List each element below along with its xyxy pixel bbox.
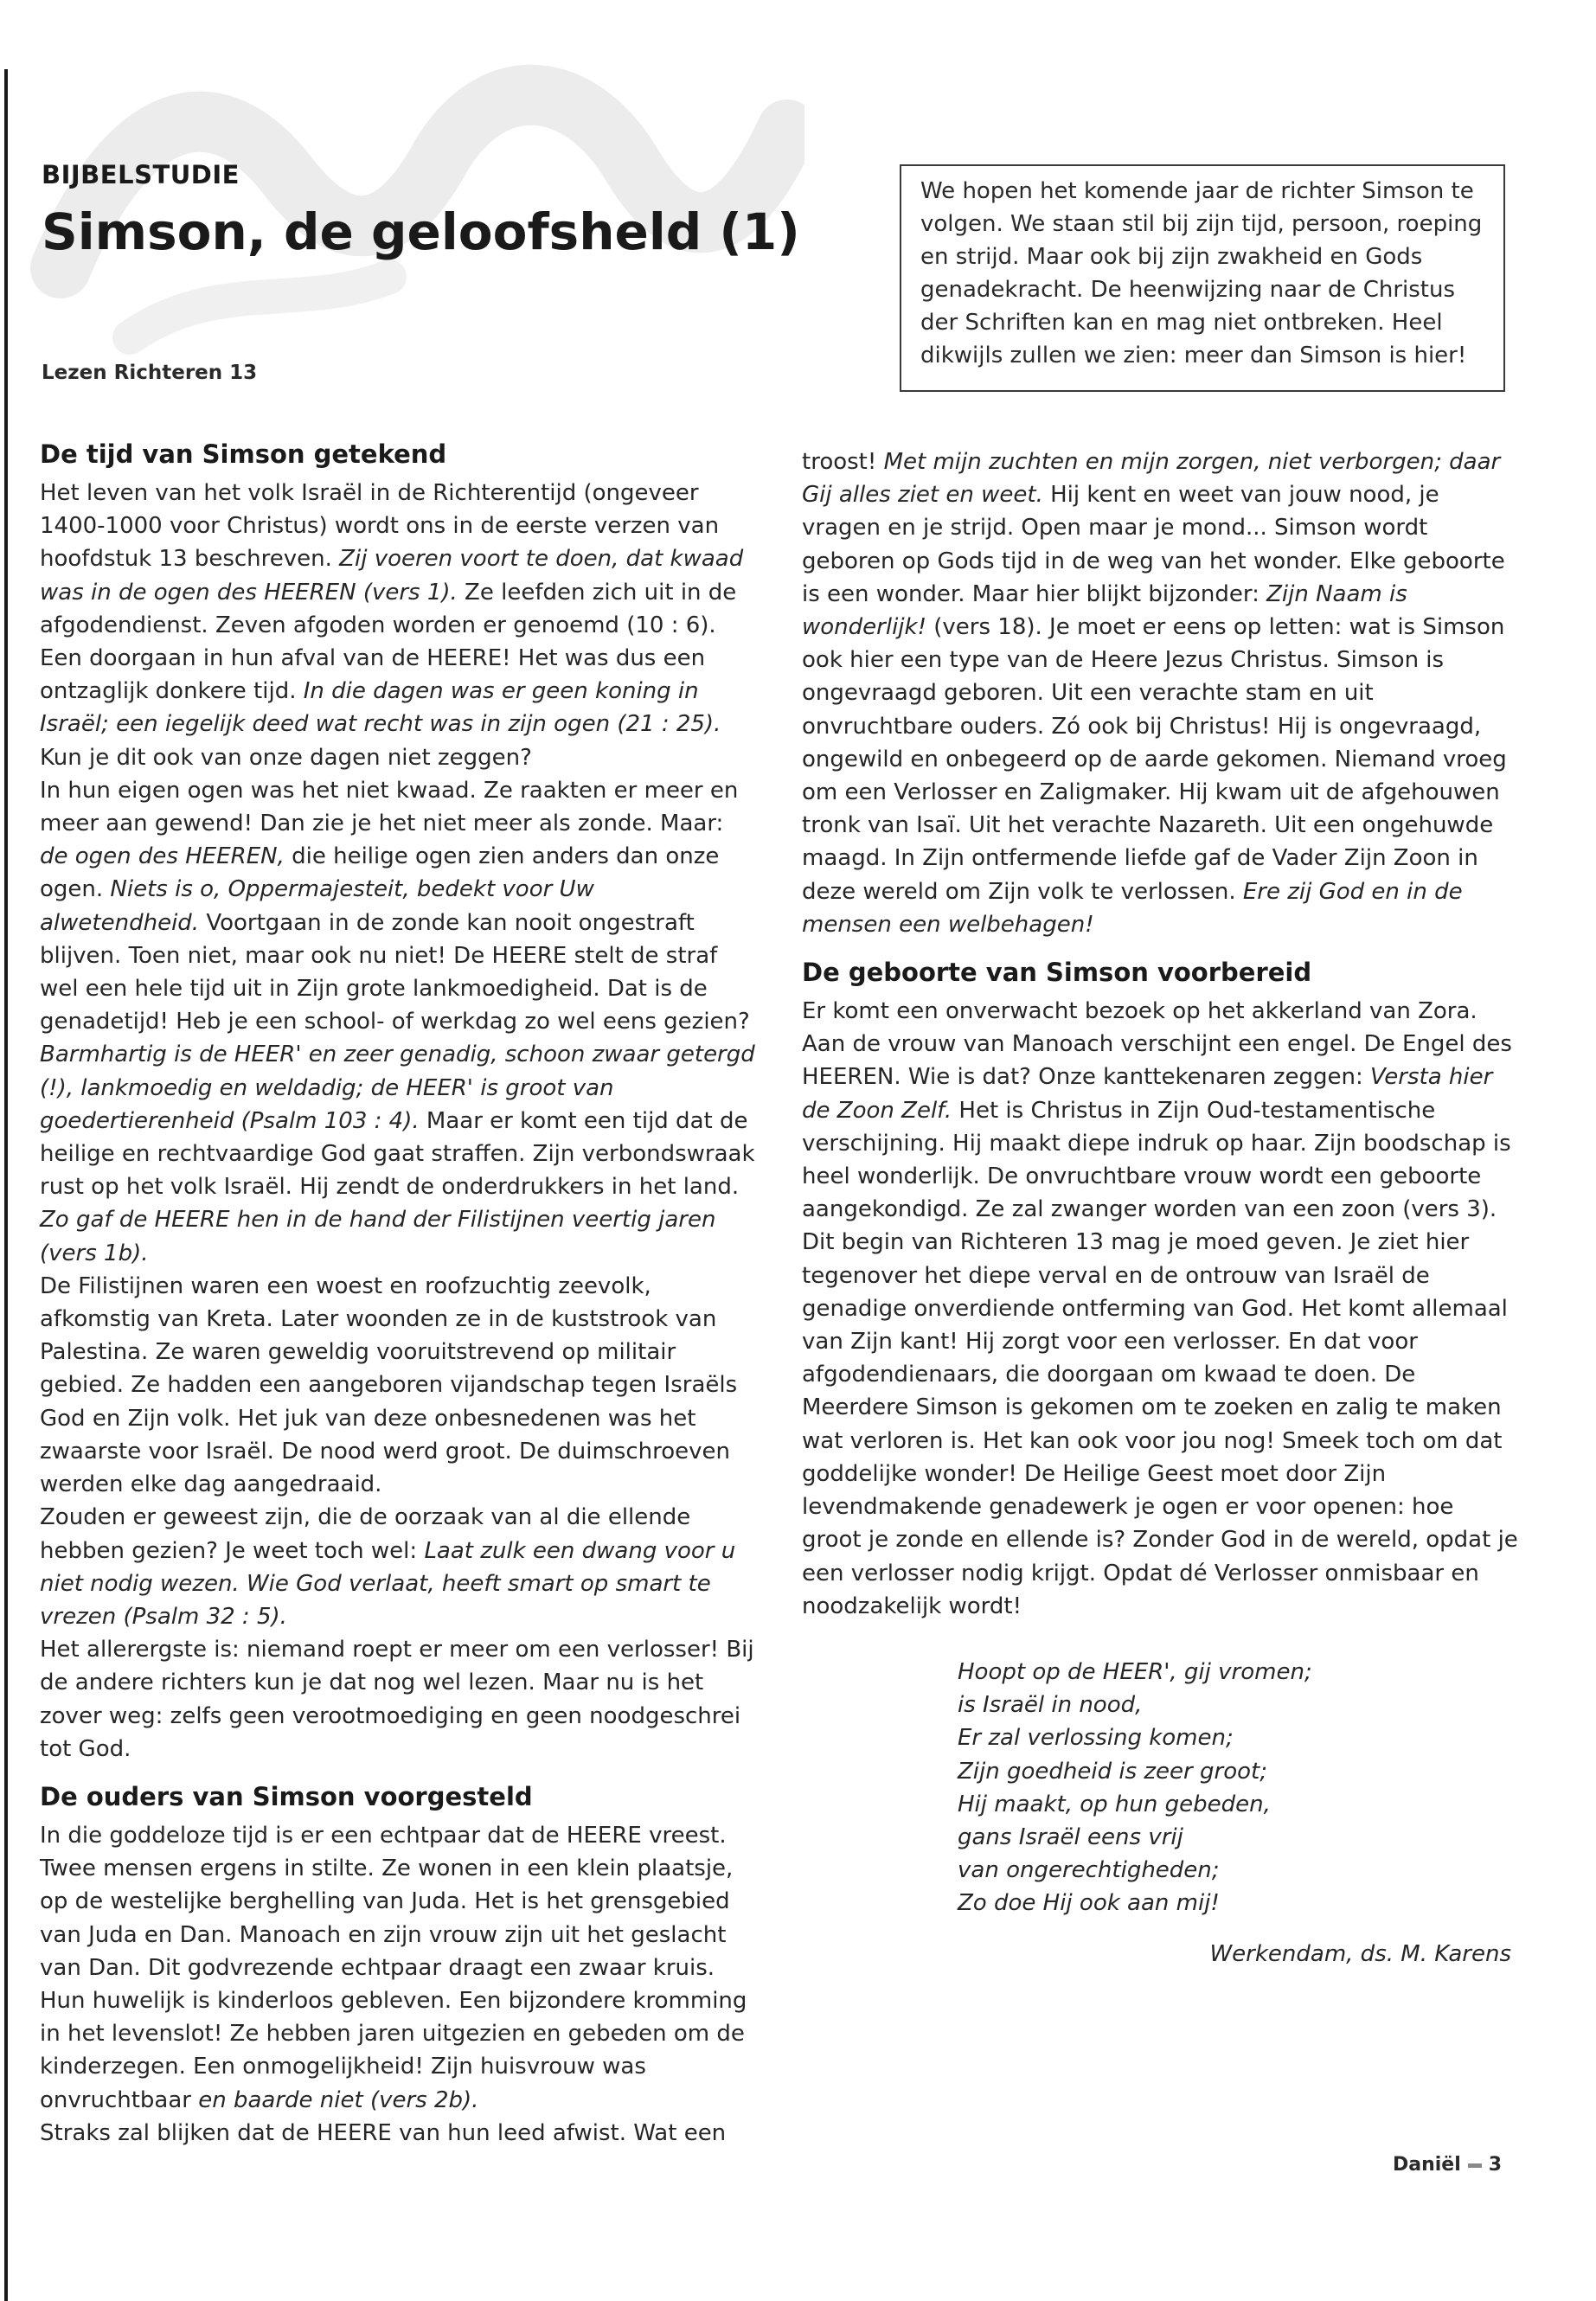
section-heading-geboorte: De geboorte van Simson voorbereid [802,958,1312,988]
poem-line: is Israël in nood, [958,1692,1143,1719]
poem-line: gans Israël eens vrij [958,1823,1183,1850]
author-signature: Werkendam, ds. M. Karens [1209,1940,1511,1967]
paragraph: Het leven van het volk Israël in de Richterentijd (ongeveer 1400-1000 voor Christus) wordt ons in de eerste verzen van hoofdstuk 13 beschreven. Zij voeren voort te doen, dat kwaad was in de ogen des HEEREN (vers 1). Ze leefden zich uit in de afgodendienst. Zeven afgoden worden er genoemd (10 : 6). Een doorgaan in hun afval van de HEERE! Het was dus een ontzaglijk donkere tijd. In die dagen was er geen koning in Israël; een iegelijk deed wat recht was in zijn ogen (21 : 25). Kun je dit ook van onze dagen niet zeggen? [40,480,744,771]
psalm-verse [958,1656,1520,1920]
page-footer [1393,2154,1502,2176]
poem-line: Hoopt op de HEER', gij vromen; [958,1658,1312,1685]
paragraph: Straks zal blijken dat de HEERE van hun leed afwist. Wat een [40,2119,727,2146]
poem-line: van ongerechtigheden; [958,1857,1220,1884]
poem-line: Hij maakt, op hun gebeden, [958,1791,1271,1817]
paragraph: In die goddeloze tijd is er een echtpaar dat de HEERE vreest. Twee mensen ergens in stilte. Ze wonen in een klein plaatsje, op de westelijke berghelling van Juda. Het is het grensgebied van Juda en Dan. Manoach en zijn vrouw zijn uit het geslacht van Dan. Dit godvrezende echtpaar draagt een zwaar kruis. Hun huwelijk is kinderloos gebleven. Een bijzondere kromming in het levenslot! Ze hebben jaren uitgezien en gebeden om de kinderzegen. Een onmogelijkheid! Zijn huisvrouw was onvruchtbaar en baarde niet (vers 2b). [40,1822,747,2113]
paragraph: Er komt een onverwacht bezoek op het akkerland van Zora. Aan de vrouw van Manoach verschijnt een engel. De Engel des HEEREN. Wie is dat? Onze kanttekenaren zeggen: Versta hier de Zoon Zelf. Het is Christus in Zijn Oud-testamentische verschijning. Hij maakt diepe indruk op haar. Zijn boodschap is heel wonderlijk. De onvruchtbare vrouw wordt een geboorte aangekondigd. Ze zal zwanger worden van een zoon (vers 3). Dit begin van Richteren 13 mag je moed geven. Je ziet hier tegenover het diepe verval en de ontrouw van Israël de genadige onverdiende ontferming van God. Het komt allemaal van Zijn kant! Hij zorgt voor een verlosser. En dat voor afgodendienaars, die doorgaan om kwaad te doen. De Meerdere Simson is gekomen om te zoeken en zalig te maken wat verloren is. Het kan ook voor jou nog! Smeek toch om dat goddelijke wonder! De Heilige Geest moet door Zijn levendmakende genadewerk je ogen er voor openen: hoe groot je zonde en ellende is? Zonder God in de wereld, opdat je een verlosser nodig krijgt. Opdat dé Verlosser onmisbaar en noodzakelijk wordt! [802,998,1518,1619]
section-label: BIJBELSTUDIE [42,160,240,189]
paragraph: Zouden er geweest zijn, die de oorzaak van al die ellende hebben gezien? Je weet toch wel: Laat zulk een dwang voor u niet nodig wezen. Wie God verlaat, heeft smart op smart te vrezen (Psalm 32 : 5). [40,1504,736,1630]
paragraph: Het allerergste is: niemand roept er meer om een verlosser! Bij de andere richters kun je dat nog wel lezen. Maar nu is het zover weg: zelfs geen verootmoediging en geen noodgeschrei tot God. [40,1637,754,1762]
paragraph: In hun eigen ogen was het niet kwaad. Ze raakten er meer en meer aan gewend! Dan zie je het niet meer als zonde. Maar: de ogen des HEEREN, die heilige ogen zien anders dan onze ogen. Niets is o, Oppermajesteit, bedekt voor Uw alwetendheid. Voortgaan in de zonde kan nooit ongestraft blijven. Toen niet, maar ook nu niet! De HEERE stelt de straf wel een hele tijd uit in Zijn grote lankmoedigheid. Dat is de genadetijd! Heb je een school- of werkdag zo wel eens gezien? Barmhartig is de HEER' en zeer genadig, schoon zwaar getergd (!), lankmoedig en weldadig; de HEER' is groot van goedertierenheid (Psalm 103 : 4). Maar er komt een tijd dat de heilige en rechtvaardige God gaat straffen. Zijn verbondswraak rust op het volk Israël. Hij zendt de onderdrukkers in het land. Zo gaf de HEERE hen in de hand der Filistijnen veertig jaren (vers 1b). [40,777,755,1266]
section-heading-tijd: De tijd van Simson getekend [40,439,447,469]
section-heading-ouders: De ouders van Simson voorgesteld [40,1781,533,1811]
article-title: Simson, de geloofsheld (1) [42,202,800,261]
magazine-name: Daniël [1393,2154,1461,2176]
paragraph: De Filistijnen waren een woest en roofzuchtig zeevolk, afkomstig van Kreta. Later woonden ze in de kuststrook van Palestina. Ze waren geweldig vooruitstrevend op militair gebied. Ze hadden een aangeboren vijandschap tegen Israëls God en Zijn volk. Het juk van deze onbesnedenen was het zwaarste voor Israël. De nood werd groot. De duimschroeven werden elke dag aangedraaid. [40,1272,738,1498]
right-column [802,445,1520,1971]
footer-divider [1468,2163,1482,2168]
poem-line: Er zal verlossing komen; [958,1725,1234,1752]
intro-box: We hopen het komende jaar de richter Simson te volgen. We staan stil bij zijn tijd, persoon, roeping en strijd. Maar ook bij zijn zwakheid en Gods genadekracht. De heenwijzing naar de Christus der Schriften kan en mag niet ontbreken. Heel dikwijls zullen we zien: meer dan Simson is hier! [900,164,1505,392]
poem-line: Zo doe Hij ook aan mij! [958,1890,1220,1917]
reading-reference: Lezen Richteren 13 [42,362,258,384]
paragraph: troost! Met mijn zuchten en mijn zorgen, niet verborgen; daar Gij alles ziet en weet. Hij kent en weet van jouw nood, je vragen en je strijd. Open maar je mond... Simson wordt geboren op Gods tijd in de weg van het wonder. Elke geboorte is een wonder. Maar hier blijkt bijzonder: Zijn Naam is wonderlijk! (vers 18). Je moet er eens op letten: wat is Simson ook hier een type van de Heere Jezus Christus. Simson is ongevraagd geboren. Uit een verachte stam en uit onvruchtbare ouders. Zó ook bij Christus! Hij is ongevraagd, ongewild en onbegeerd op de aarde gekomen. Niemand vroeg om een Verlosser en Zaligmaker. Hij kwam uit de afgehouwen tronk van Isaï. Uit het verachte Nazareth. Uit een ongehuwde maagd. In Zijn ontfermende liefde gaf de Vader Zijn Zoon in deze wereld om Zijn volk te verlossen. Ere zij God en in de mensen een welbehagen! [802,449,1507,938]
poem-line: Zijn goedheid is zeer groot; [958,1758,1267,1785]
page-number: 3 [1488,2154,1503,2176]
left-margin-rule [4,69,8,2301]
article-header [42,160,863,261]
left-column [40,437,758,2150]
